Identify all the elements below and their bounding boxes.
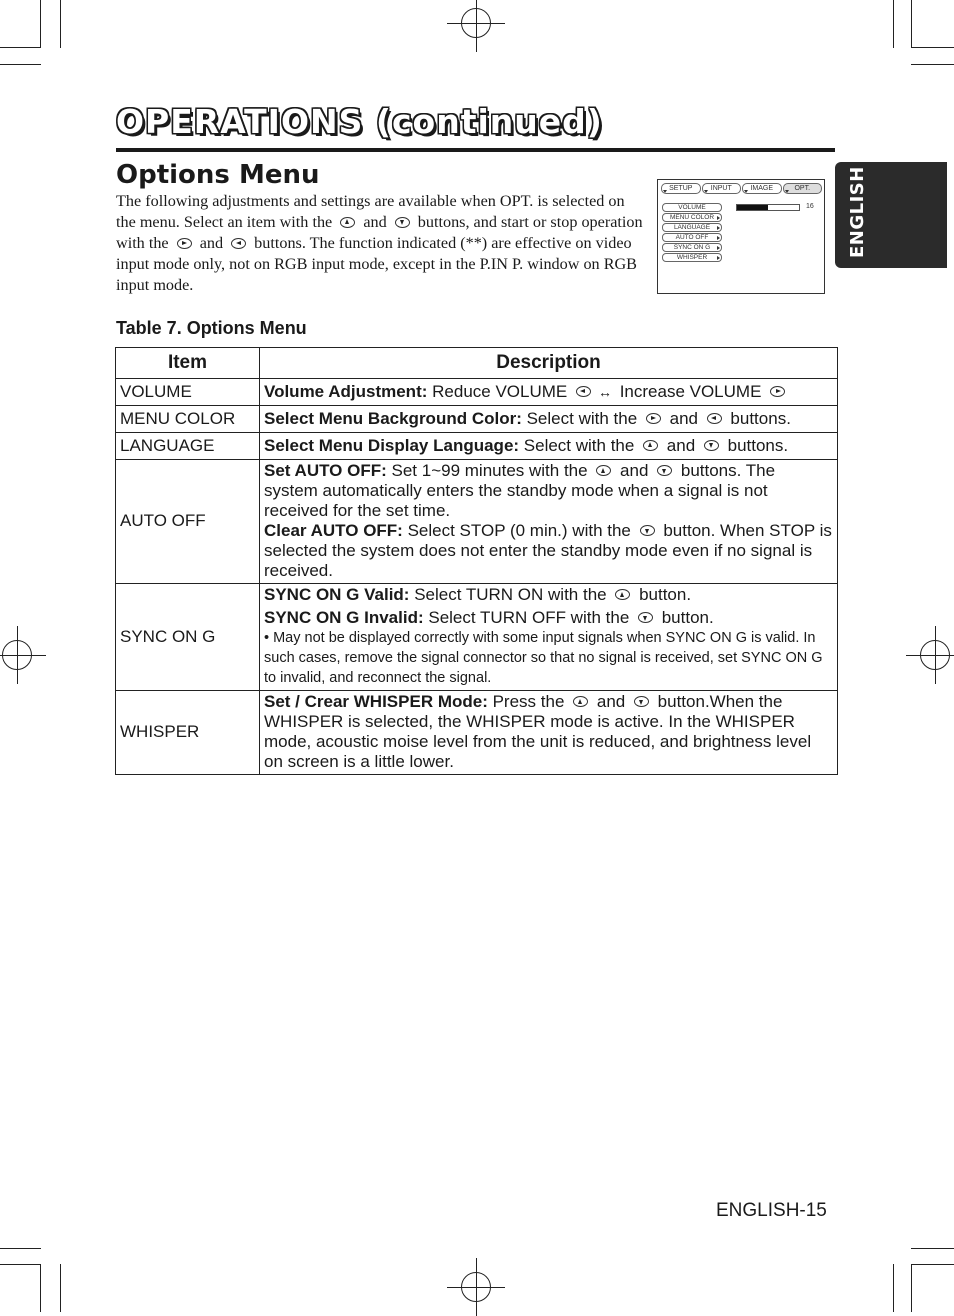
sync-note: • May not be displayed correctly with some input signals when SYNC ON G is valid. In such cases, remove the signal connector so that no signal is received, set SYNC ON G to invalid, and reconnect the signal. xyxy=(264,630,823,686)
osd-tab-opt: OPT. xyxy=(783,183,823,194)
crop-mark xyxy=(893,0,894,48)
crop-mark xyxy=(0,47,41,48)
up-button-icon xyxy=(643,440,658,451)
registration-mark-right xyxy=(906,626,954,684)
desc-label: Select Menu Display Language: xyxy=(264,435,520,455)
down-button-icon xyxy=(638,612,653,623)
up-button-icon xyxy=(615,589,630,600)
osd-arrow-icon xyxy=(717,246,720,250)
cell-desc-language: Select Menu Display Language: Select with the and buttons. xyxy=(260,433,838,460)
osd-item-whisper: WHISPER xyxy=(662,253,722,262)
double-arrow-icon: ↔ xyxy=(597,383,612,400)
cell-desc-volume: Volume Adjustment: Reduce VOLUME ↔ Increase VOLUME xyxy=(260,379,838,406)
crop-mark xyxy=(911,1248,954,1249)
crop-mark xyxy=(0,1264,41,1265)
desc-label: Volume Adjustment: xyxy=(264,381,428,401)
table-row xyxy=(116,433,838,460)
osd-volume-bar xyxy=(736,204,800,211)
table-row xyxy=(116,406,838,433)
options-table xyxy=(115,347,838,775)
header-item: Item xyxy=(116,348,260,379)
cell-item-volume: VOLUME xyxy=(116,379,260,406)
up-button-icon xyxy=(596,465,611,476)
osd-tab-setup: SETUP xyxy=(661,183,701,194)
crop-mark xyxy=(40,0,41,48)
registration-mark-top xyxy=(447,0,505,52)
up-button-icon xyxy=(573,696,588,707)
table-caption: Table 7. Options Menu xyxy=(116,318,307,338)
desc-label: SYNC ON G Valid: xyxy=(264,585,410,604)
desc-label: SYNC ON G Invalid: xyxy=(264,608,424,627)
right-button-icon xyxy=(646,413,661,424)
crop-mark xyxy=(911,47,954,48)
right-button-icon xyxy=(770,386,785,397)
table-header-row xyxy=(116,348,838,379)
osd-item-sync-on-g: SYNC ON G xyxy=(662,243,722,252)
intro-text: buttons, and start or stop operation with the xyxy=(116,213,643,252)
crop-mark xyxy=(40,1264,41,1312)
table-row xyxy=(116,584,838,691)
crop-mark xyxy=(911,1264,954,1265)
table-row xyxy=(116,691,838,775)
intro-paragraph xyxy=(116,191,646,296)
language-tab xyxy=(835,162,947,268)
osd-item-list xyxy=(662,203,722,263)
left-button-icon xyxy=(576,386,591,397)
cell-item-auto-off: AUTO OFF xyxy=(116,460,260,584)
crop-mark xyxy=(60,0,61,48)
page-title: OPERATIONS (continued) xyxy=(116,102,603,141)
left-button-icon xyxy=(231,238,246,249)
cell-item-sync-on-g: SYNC ON G xyxy=(116,584,260,691)
registration-mark-bottom xyxy=(447,1258,505,1316)
cell-item-whisper: WHISPER xyxy=(116,691,260,775)
intro-text: The following adjustments and settings are available when OPT. is selected on the menu. Select an item with the xyxy=(116,192,625,231)
down-button-icon xyxy=(704,440,719,451)
crop-mark xyxy=(60,1264,61,1312)
osd-arrow-icon xyxy=(717,216,720,220)
osd-item-volume: VOLUME xyxy=(662,203,722,212)
down-button-icon xyxy=(657,465,672,476)
down-button-icon xyxy=(634,696,649,707)
cell-desc-whisper: Set / Crear WHISPER Mode: Press the and button.When the WHISPER is selected, the WHISPER mode is active. In the WHISPER mode, acoustic moise level from the unit is reduced, and brightness level on screen is a little lower. xyxy=(260,691,838,775)
intro-text: and xyxy=(195,234,228,252)
cell-desc-sync-on-g: SYNC ON G Valid: Select TURN ON with the button. SYNC ON G Invalid: Select TURN OFF with the button. • May not be displayed correctly with some input signals when SYNC ON G is valid. In such cases, remove the signal connector so that no signal is received, set SYNC ON G to invalid, and reconnect the signal. xyxy=(260,584,838,691)
osd-volume-value: 16 xyxy=(806,203,814,210)
desc-label: Set AUTO OFF: xyxy=(264,461,387,480)
table-row xyxy=(116,460,838,584)
intro-text: buttons. The function indicated (**) are effective on video input mode only, not on RGB input mode, except in the P.IN P. window on RGB input mode. xyxy=(116,234,637,294)
left-button-icon xyxy=(707,413,722,424)
section-title: Options Menu xyxy=(116,160,320,190)
crop-mark xyxy=(911,1264,912,1312)
crop-mark xyxy=(0,64,41,65)
cell-item-menu-color: MENU COLOR xyxy=(116,406,260,433)
crop-mark xyxy=(911,0,912,48)
header-description: Description xyxy=(260,348,838,379)
osd-arrow-icon xyxy=(717,226,720,230)
down-button-icon xyxy=(395,217,410,228)
registration-mark-left xyxy=(0,626,46,684)
cell-item-language: LANGUAGE xyxy=(116,433,260,460)
osd-item-auto-off: AUTO OFF xyxy=(662,233,722,242)
right-button-icon xyxy=(177,238,192,249)
osd-item-language: LANGUAGE xyxy=(662,223,722,232)
cell-desc-menu-color: Select Menu Background Color: Select with the and buttons. xyxy=(260,406,838,433)
osd-tab-input: INPUT xyxy=(702,183,742,194)
osd-volume-fill xyxy=(737,205,768,210)
crop-mark xyxy=(911,64,954,65)
crop-mark xyxy=(0,1248,41,1249)
osd-arrow-icon xyxy=(717,236,720,240)
table-row xyxy=(116,379,838,406)
crop-mark xyxy=(893,1264,894,1312)
language-tab-label: ENGLISH xyxy=(847,166,868,258)
down-button-icon xyxy=(640,525,655,536)
desc-label: Clear AUTO OFF: xyxy=(264,521,403,540)
up-button-icon xyxy=(340,217,355,228)
desc-label: Select Menu Background Color: xyxy=(264,408,522,428)
desc-label: Set / Crear WHISPER Mode: xyxy=(264,692,488,711)
osd-item-menu-color: MENU COLOR xyxy=(662,213,722,222)
osd-tab-bar xyxy=(661,183,823,194)
cell-desc-auto-off: Set AUTO OFF: Set 1~99 minutes with the and buttons. The system automatically enters the standby mode when a signal is not received for the set time. Clear AUTO OFF: Select STOP (0 min.) with the button. When STOP is selected the system does not enter the standby mode even if no signal is received. xyxy=(260,460,838,584)
intro-text: and xyxy=(359,213,391,231)
title-rule xyxy=(116,148,835,152)
page-number: ENGLISH-15 xyxy=(716,1200,827,1221)
osd-menu-illustration xyxy=(657,179,825,294)
osd-arrow-icon xyxy=(717,256,720,260)
osd-tab-image: IMAGE xyxy=(742,183,782,194)
